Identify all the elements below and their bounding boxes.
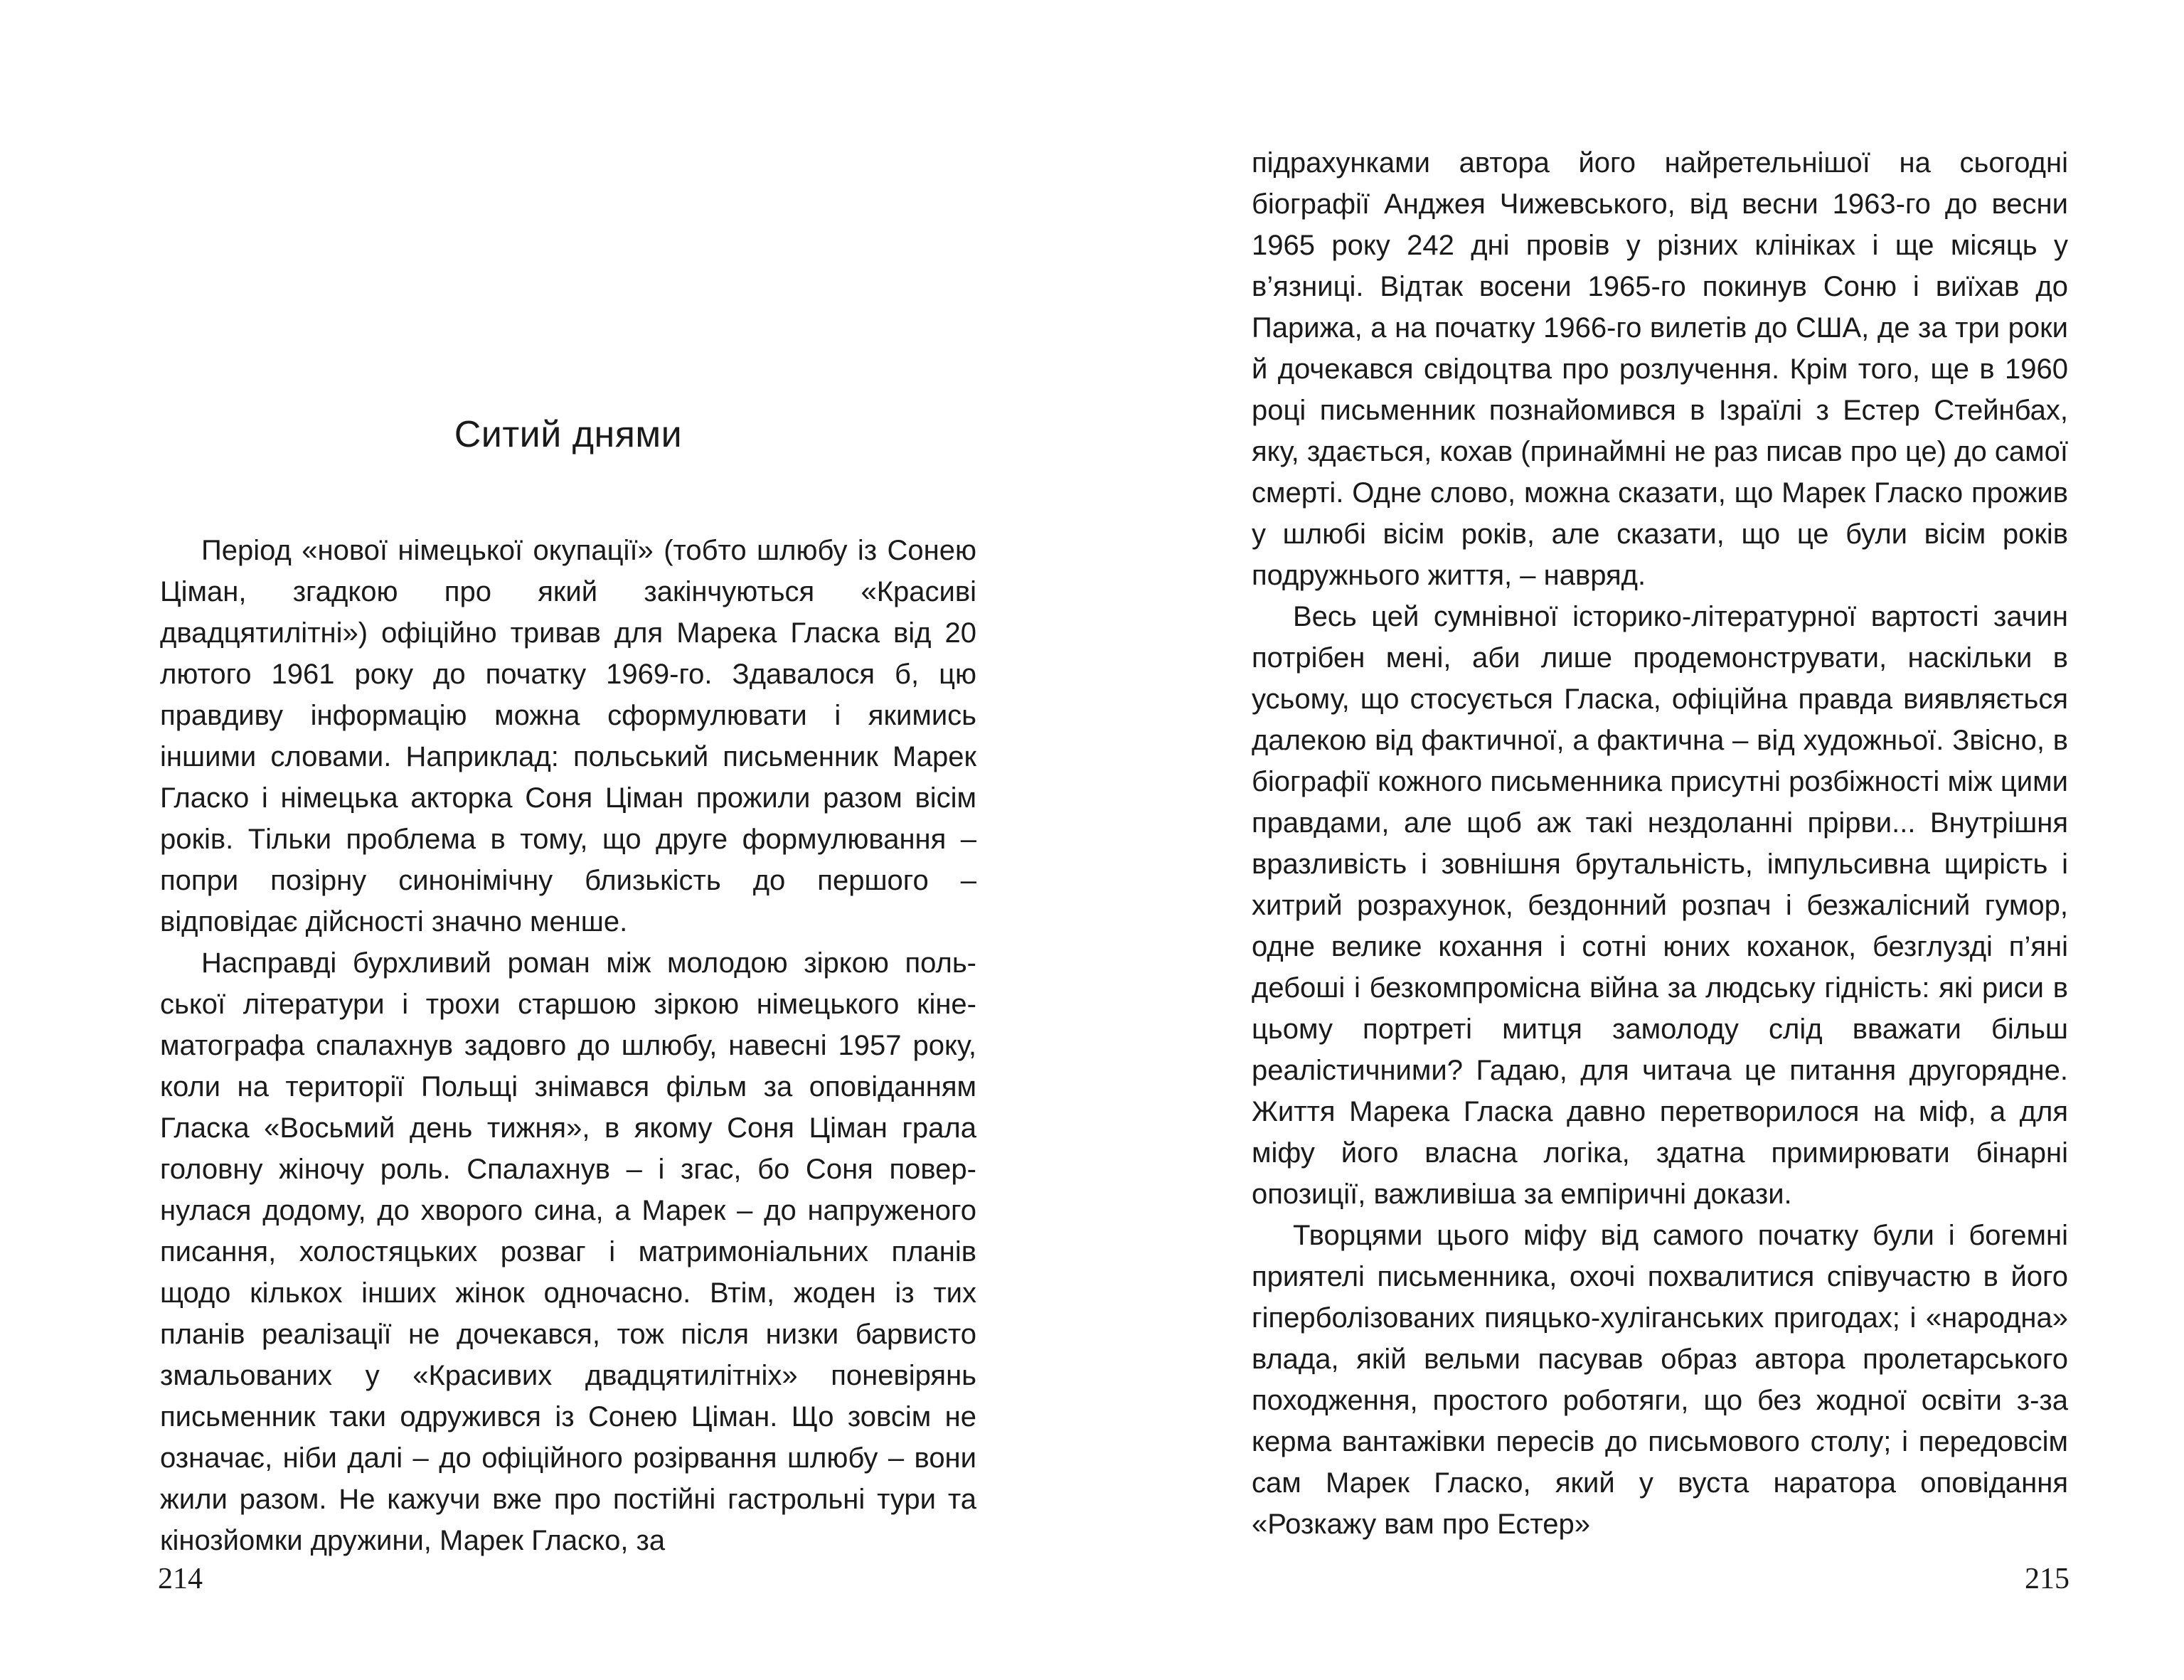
right-page-body — [1252, 142, 2068, 1545]
right-page — [1092, 0, 2184, 1680]
paragraph: підрахунками автора його найретельнішої на сьогодні біографії Анджея Чижевського, від весни 1963-го до весни 1965 року 242 дні провів у різних клініках і ще місяць у в’язниці. Відтак восени 1965-го покинув Соню і виїхав до Парижа, а на початку 1966-го вилетів до США, де за три роки й дочекався свідоцтва про розлучення. Крім того, ще в 1960 році письменник познайомився в Ізраїлі з Естер Стейнбах, яку, здається, кохав (принаймні не раз писав про це) до самої смерті. Одне слово, можна сказати, що Марек Гласко прожив у шлюбі вісім років, але сказати, що це були вісім років подружнього життя, – навряд. — [1252, 147, 2068, 591]
left-page-body — [160, 530, 976, 1561]
page-number: 215 — [2025, 1563, 2070, 1595]
paragraph: Весь цей сумнівної історико-літературної вартості зачин потрібен мені, аби лише продемонструвати, наскільки в усьому, що стосується Гласка, офіційна правда виявляється далекою від фактичної, а фактична – від художньої. Звісно, в біографії кожного письменника присутні розбіжності між цими правдами, але щоб аж такі нездоланні прірви... Внутрішня вразливість і зовнішня брутальність, імпульсивна щирість і хитрий розрахунок, бездонний розпач і безжалісний гумор, одне велике кохання і сотні юних коханок, безглузді п’яні дебоші і безкомпромісна війна за людську гідність: які риси в цьому портреті митця замолоду слід вважати більш реалістичними? Гадаю, для читача це питання другорядне. Життя Марека Гласка давно перетворилося на міф, а для міфу його власна логіка, здатна примирювати бінарні опозиції, важливіша за емпіричні докази. — [1252, 601, 2068, 1210]
chapter-title: Ситий днями — [454, 414, 683, 455]
paragraph: Період «нової німецької окупації» (тобто шлюбу із Сонею Ціман, згадкою про який закінчуються «Красиві двадцятилітні») офіційно тривав для Марека Гласка від 20 лютого 1961 року до початку 1969-го. Здавалося б, цю правдиву інформацію можна сформулювати і якимись іншими словами. Наприклад: польський письменник Марек Гласко і німецька акторка Соня Ціман прожили разом вісім років. Тільки проблема в тому, що друге формулювання – попри позірну синонімічну близькість до першого – відповідає дійсності значно менше. — [160, 535, 976, 937]
page-number: 214 — [158, 1563, 203, 1595]
paragraph: Творцями цього міфу від самого початку були і богемні приятелі письменника, охочі похвалитися співучастю в його гіперболізованих пияцько-хуліганських пригодах; і «народна» влада, якій вельми пасував образ автора пролетарського походження, простого роботяги, що без жодної освіти з-за керма вантажівки пересів до письмового столу; і передовсім сам Марек Гласко, який у вуста наратора оповідання «Розкажу вам про Естер» — [1252, 1220, 2068, 1540]
paragraph: Насправді бурхливий роман між молодою зіркою польської літератури і трохи старшою зіркою німецького кінематографа спалахнув задовго до шлюбу, навесні 1957 року, коли на території Польщі знімався фільм за оповіданням Гласка «Восьмий день тижня», в якому Соня Ціман грала головну жіночу роль. Спалахнув – і згас, бо Соня повернулася додому, до хворого сина, а Марек – до напруженого писання, холостяцьких розваг і матримоніальних планів щодо кількох інших жінок одночасно. Втім, жоден із тих планів реалізації не дочекався, тож після низки барвисто змальованих у «Красивих двадцятилітніх» поневірянь письменник таки одружився із Сонею Ціман. Що зовсім не означає, ніби далі – до офіційного розірвання шлюбу – вони жили разом. Не кажучи вже про постійні гастрольні тури та кінозйомки дружини, Марек Гласко, за — [160, 947, 976, 1556]
